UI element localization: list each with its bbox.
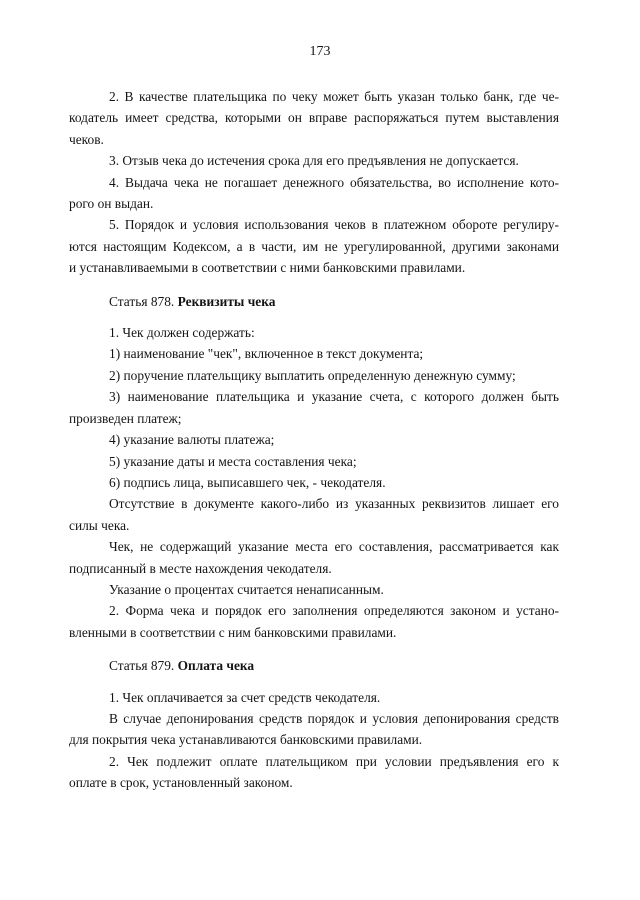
text-line: 4. Выдача чека не погашает денежного обязательства, во исполнение кото- [109,174,559,190]
text-line: 3. Отзыв чека до истечения срока для его предъявления не допускается. [109,153,519,169]
text-line: 2. В качестве плательщика по чеку может быть указан только банк, где че- [109,89,559,104]
text-line: 5. Порядок и условия использования чеков в платежном обороте регулиру- [109,217,559,233]
text-line: подписанный в месте нахождения чекодателя. [69,560,332,576]
article-number: Статья 879. [109,658,178,674]
text-line: произведен платеж; [69,410,182,426]
text-line: В случае депонирования средств порядок и условия депонирования средств [109,710,559,726]
page-number: 173 [309,44,331,59]
text-line: Указание о процентах считается ненаписанным. [109,581,384,597]
text-line: силы чека. [69,517,130,533]
text-line: 2. Чек подлежит оплате плательщиком при условии предъявления его к [109,753,559,769]
text-line: оплате в срок, установленный законом. [69,775,293,791]
article-title: Реквизиты чека [177,293,276,309]
text-line: Отсутствие в документе какого-либо из указанных реквизитов лишает его [109,496,559,512]
text-line: кодатель имеет средства, которыми он вправе распоряжаться путем выставления [69,110,559,126]
text-line: 1) наименование "чек", включенное в текст документа; [109,346,424,362]
text-line: 5) указание даты и места составления чека; [109,453,357,469]
article-title: Оплата чека [177,658,255,674]
article-heading [69,655,559,676]
text-line: для покрытия чека устанавливаются банковскими правилами. [69,732,423,748]
article-number: Статья 878. [109,293,178,309]
text-line: 2) поручение плательщику выплатить определенную денежную сумму; [109,367,516,383]
text-line: Чек, не содержащий указание места его составления, рассматривается как [109,539,559,555]
text-line: 4) указание валюты платежа; [109,432,275,448]
text-line: 1. Чек оплачивается за счет средств чекодателя. [109,689,381,705]
text-line: 1. Чек должен содержать: [109,325,255,341]
text-line: 3) наименование плательщика и указание счета, с которого должен быть [109,389,559,405]
text-line: рого он выдан. [69,196,154,212]
text-line: и устанавливаемыми в соответствии с ними банковскими правилами. [69,260,466,276]
text-line: чеков. [69,131,104,147]
article-heading [69,291,559,312]
document-body [69,86,559,794]
text-line: ются настоящим Кодексом, а в части, им не урегулированной, другими законами [69,238,559,254]
text-line: 6) подпись лица, выписавшего чек, - чекодателя. [109,474,386,490]
text-line: 2. Форма чека и порядок его заполнения определяются законом и устано- [109,603,559,619]
text-line: вленными в соответствии с ним банковскими правилами. [69,624,397,640]
